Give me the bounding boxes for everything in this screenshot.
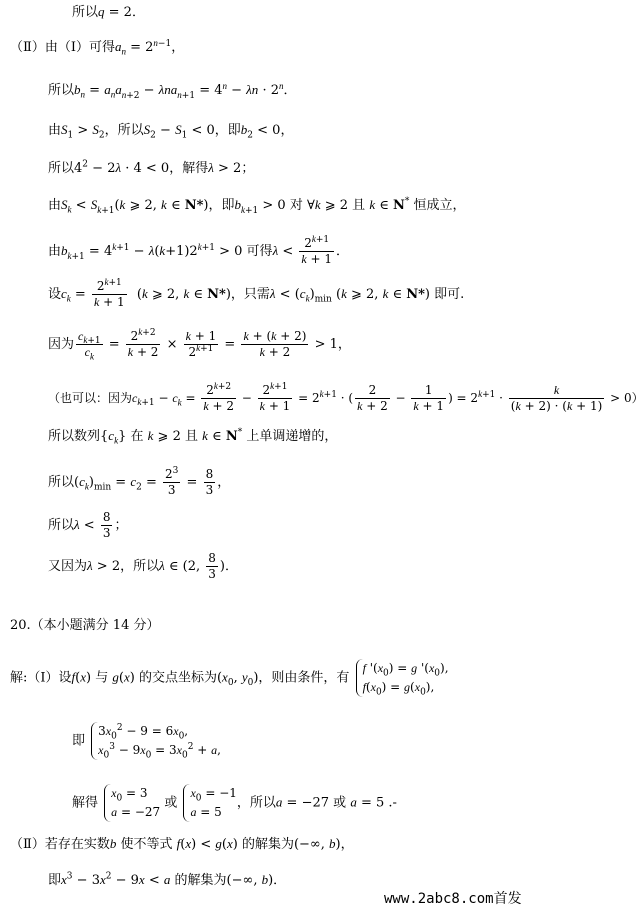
fraction: $\frac{2^{k+1}}{k + 1}$ <box>259 381 291 413</box>
fraction: $\frac{2^{k+1}}{k + 1}$ <box>301 234 333 266</box>
line-part-ii-an: （Ⅱ）由（Ⅰ）可得$a_n = 2^{n-1}$， <box>10 37 185 57</box>
text-comma: ， <box>337 337 351 352</box>
equation-system: $3x_0^2 - 9 = 6x_0$, $x_0^3 - 9x_0 = 3x_0^2 + a$, <box>91 722 221 760</box>
equation-system: $x_0 = 3$ a = −27 <box>104 784 160 822</box>
text-period: ． <box>283 83 297 98</box>
fraction: $\frac{2}{k + 2}$ <box>357 383 388 413</box>
text-close-paren: ） <box>631 391 644 405</box>
text-you: 由 <box>48 123 62 138</box>
line-final-range: 又因为λ > 2，所以λ ∈ (2, $\frac{8}{3}$ )． <box>48 551 238 581</box>
text-suoyi-comma: ，所以 <box>120 559 160 574</box>
text-de-jie: 的解集为 <box>174 873 227 888</box>
fraction: $\frac{8}{3}$ <box>205 467 214 497</box>
fraction: $\frac{8}{3}$ <box>102 510 111 540</box>
text-ji: ，即 <box>208 198 235 213</box>
text-yu: 与 <box>95 670 109 686</box>
text-suoyi-comma: ，所以 <box>104 123 144 138</box>
text-dui: 对 <box>289 198 303 213</box>
line-ck-min: 所以$(c_k)_{min} = c_2$ = $\frac{2^3}{3}$ = $\frac{8}{3}$ ， <box>48 466 231 497</box>
text-shangdandi: 上单调递增的， <box>246 429 338 444</box>
text-jiaodian: 的交点坐标为 <box>138 670 217 686</box>
text-yekeyi: （也可以：因为 <box>48 391 133 405</box>
text-huo: 或 <box>164 795 178 811</box>
line-bk1-formula: 由$b_{k+1} = 4^{k+1} - \lambda(k+1)2^{k+1} > 0$ 可得λ < $\frac{2^{k+1}}{k + 1}$ ． <box>48 234 350 266</box>
text-comma: ， <box>280 123 294 138</box>
fraction: $\frac{c_{k+1}}{c_k}$ <box>78 329 101 362</box>
text-shulie: 所以数列 <box>48 429 101 444</box>
text-qie: 且 <box>184 429 198 444</box>
text-zhixu: ，只需 <box>230 287 270 302</box>
text-youyinwei: 又因为 <box>48 559 88 574</box>
watermark-footer: www.2abc8.com首发 <box>384 891 522 907</box>
text-suoyi: 所以 <box>48 161 75 176</box>
text-jike: 即可. <box>434 287 465 302</box>
text-from-i: 由（Ⅰ）可得 <box>44 40 115 55</box>
text-jiede: ，解得 <box>169 161 209 176</box>
line-lambda-gt-2: 所以$4^2 - 2\lambda \cdot 4 < 0$，解得λ > 2； <box>48 159 255 176</box>
text-you: 由 <box>48 244 62 259</box>
text-kede: 可得 <box>246 244 273 259</box>
text-semicolon: ； <box>241 161 255 176</box>
fraction: $\frac{k + 1}{2^{k+1}}$ <box>185 329 217 359</box>
text-zai: 在 <box>130 429 144 444</box>
fraction: $\frac{2^3}{3}$ <box>165 466 179 497</box>
line-alternative: （也可以：因为$c_{k+1} - c_k$ = $\frac{2^{k+2}}{k + 2}$ − $\frac{2^{k+1}}{k + 1}$ = $2^{k+1}$ · ( $\frac{2}{k + 2}$ − $\frac{1}{k + 1}$ ) = $2^{k+1}$ · $\frac{k}{(k + 2) \cdot (k + 1)}$ > 0） <box>48 381 644 413</box>
text-ji: ，即 <box>214 123 241 138</box>
fraction: $\frac{1}{k + 1}$ <box>413 383 445 413</box>
line-ratio: 因为 $\frac{c_{k+1}}{c_k}$ = $\frac{2^{k+2}}{k + 2}$ × $\frac{k + 1}{2^{k+1}}$ = $\frac{k + (k + 2)}{k + 2}$ > 1， <box>48 327 351 362</box>
line-20-solutions: 解得 $x_0 = 3$ a = −27 或 $x_0 = -1$ a = 5 ，所以a = −27 或 a = 5 .- <box>72 784 397 822</box>
text-jie: 解:（Ⅰ）设 <box>10 670 72 686</box>
question-20-header <box>10 617 159 635</box>
line-s1-s2: 由$S_1 > S_2$，所以$S_2 - S_1 < 0$，即$b_2 < 0$， <box>48 122 294 141</box>
text-comma: ， <box>171 40 185 55</box>
text-period: ． <box>273 873 287 888</box>
text-qie: 且 <box>352 198 366 213</box>
fraction: $\frac{k + (k + 2)}{k + 2}$ <box>243 329 307 359</box>
equation-system: $x_0 = -1$ a = 5 <box>183 784 236 822</box>
line-20-system-1 <box>72 722 221 760</box>
text-suoyi: 所以 <box>48 475 75 490</box>
line-monotone: 所以数列$\{c_k\}$ 在 k ⩾ 2 且 k ∈ N* 上单调递增的， <box>48 427 338 446</box>
text-hengchengli: 恒成立， <box>413 198 466 213</box>
text-ji2: 即 <box>48 873 62 888</box>
text-yinwei: 因为 <box>48 337 75 352</box>
fraction: $\frac{2^{k+2}}{k + 2}$ <box>127 327 159 359</box>
line-lambda-lt: 所以λ < $\frac{8}{3}$ ； <box>48 510 128 540</box>
line-20-i-setup: 解:（Ⅰ）设f(x) 与 g(x) 的交点坐标为($x_0$, $y_0$)，则由条件，有 f '$(x_0) = g$ '$(x_0)$, $f(x_0) = g(x_0)$, <box>10 661 449 698</box>
fraction: $\frac{k}{(k + 2) \cdot (k + 1)}$ <box>510 383 603 413</box>
text-period: ． <box>131 5 145 20</box>
text-part-ii: （Ⅱ） <box>10 40 45 55</box>
text-huo2: 或 <box>333 795 347 811</box>
text-period: ． <box>224 559 238 574</box>
text-ji-sys: 即 <box>72 733 86 749</box>
line-bn-formula: 所以$b_n = a_na_{n+2} - \lambda na_{n+1} = 4^n - \lambda n \cdot 2^n$． <box>48 80 297 101</box>
equation-system: f '$(x_0) = g$ '$(x_0)$, $f(x_0) = g(x_0)$, <box>356 659 449 697</box>
text-you: 由 <box>48 198 62 213</box>
text-end-dot: .- <box>384 795 397 811</box>
fraction: $\frac{8}{3}$ <box>208 551 216 581</box>
text-suoyi-comma: ，所以 <box>236 795 276 811</box>
text-comma: ， <box>340 837 354 852</box>
text-zeyoutiaojian: ，则由条件，有 <box>258 670 350 686</box>
line-q-equals-2: 所以q = 2． <box>72 4 145 20</box>
text-semicolon: ； <box>114 518 128 533</box>
fraction: $\frac{2^{k+2}}{k + 2}$ <box>203 381 234 413</box>
text-suoyi: 所以 <box>72 5 99 20</box>
line-20-ii-equiv: 即$x^3 - 3x^2 - 9x < a$ 的解集为(−∞, b)． <box>48 871 287 888</box>
line-20-ii: （Ⅱ）若存在实数b 使不等式 f(x) < g(x) 的解集为(−∞, b)， <box>10 836 354 852</box>
line-sk-increasing: 由$S_k < S_{k+1}(k$ ⩾ 2, k ∈ N*)，即$b_{k+1} > 0$ 对 ∀k ⩾ 2 且 k ∈ N* 恒成立， <box>48 196 466 216</box>
text-period: ． <box>336 244 350 259</box>
text-shi: 使不等式 <box>120 837 173 852</box>
text-suoyi: 所以 <box>48 83 75 98</box>
line-ck-def: 设$c_k$ = $\frac{2^{k+1}}{k + 1}$ (k ⩾ 2, k ∈ N*)，只需$\lambda < (c_k)_{min}$ (k ⩾ 2, k ∈ N*) 即可. <box>48 277 465 309</box>
fraction: $\frac{2^{k+1}}{k + 1}$ <box>93 277 125 309</box>
text-she: 设 <box>48 287 62 302</box>
text-dejie: 的解集为 <box>241 837 294 852</box>
text-comma: ， <box>217 475 231 490</box>
text-ii-ruo: （Ⅱ）若存在实数 <box>10 837 110 852</box>
text-jiede2: 解得 <box>72 795 99 811</box>
text-suoyi: 所以 <box>48 518 75 533</box>
text-q20: 20.（本小题满分 14 分） <box>10 618 160 633</box>
